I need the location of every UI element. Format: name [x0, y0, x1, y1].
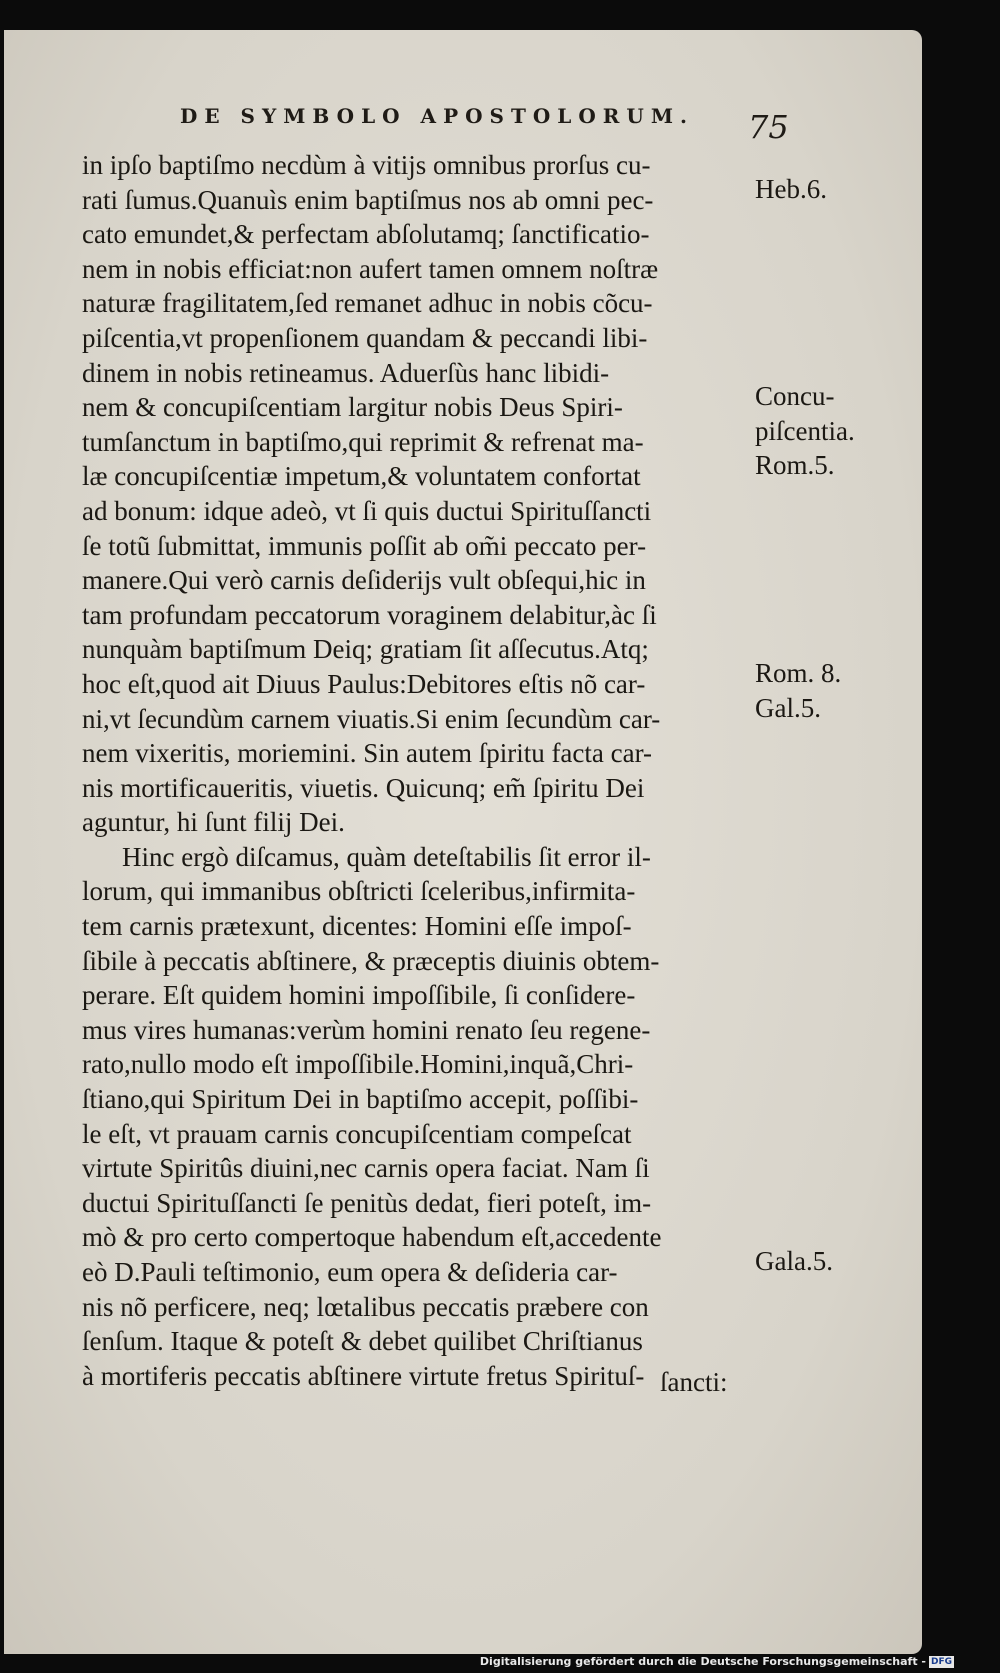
- marginal-note: Gal.5.: [755, 693, 821, 723]
- text-line: naturæ fragilitatem,ſed remanet adhuc in nobis cõcu-: [82, 288, 653, 319]
- credit-text: Digitalisierung gefördert durch die Deutsche Forschungsgemeinschaft -: [479, 1655, 926, 1668]
- text-line: ſe totũ ſubmittat, immunis poſſit ab om̃i peccato per-: [82, 530, 647, 561]
- text-line: dinem in nobis retineamus. Aduerſùs hanc libidi-: [82, 357, 610, 388]
- dfg-logo-icon: DFG: [930, 1656, 952, 1667]
- text-line: à mortiferis peccatis abſtinere virtute fretus Spirituſ-: [82, 1360, 645, 1391]
- text-line: manere.Qui verò carnis deſiderijs vult obſequi,hic in: [82, 565, 646, 596]
- marginal-note: piſcentia.: [755, 416, 855, 446]
- text-line: nem & concupiſcentiam largitur nobis Deus Spiri-: [82, 392, 623, 423]
- text-line: rato,nullo modo eſt impoſſibile.Homini,inquã,Chri-: [82, 1049, 634, 1080]
- text-line: tem carnis prætexunt, dicentes: Homini eſſe impoſ-: [82, 911, 632, 942]
- text-line: nem vixeritis, moriemini. Sin autem ſpiritu facta car-: [82, 738, 653, 769]
- text-line: læ concupiſcentiæ impetum,& voluntatem confortat: [82, 461, 641, 492]
- text-line: le eſt, vt prauam carnis concupiſcentiam compeſcat: [82, 1118, 632, 1149]
- text-line: tumſanctum in baptiſmo,qui reprimit & refrenat ma-: [82, 426, 644, 457]
- text-line: Hinc ergò diſcamus, quàm deteſtabilis ſit error il-: [122, 841, 651, 872]
- text-line: in ipſo baptiſmo necdùm à vitijs omnibus prorſus cu-: [82, 150, 651, 180]
- text-line: rati ſumus.Quanuìs enim baptiſmus nos ab omni pec-: [82, 184, 654, 215]
- digitization-credit: [480, 1655, 954, 1668]
- page-number: 75: [748, 108, 789, 146]
- marginal-note: Gala.5.: [755, 1246, 833, 1276]
- text-line: mus vires humanas:verùm homini renato ſeu regene-: [82, 1014, 651, 1045]
- marginal-note: Concu-: [755, 381, 835, 411]
- text-line: mò & pro certo compertoque habendum eſt,accedente: [82, 1222, 662, 1253]
- text-line: ni,vt ſecundùm carnem viuatis.Si enim ſecundùm car-: [82, 703, 661, 734]
- text-line: ſtiano,qui Spiritum Dei in baptiſmo accepit, poſſibi-: [82, 1084, 639, 1115]
- main-text-block: [82, 148, 742, 1393]
- text-line: perare. Eſt quidem homini impoſſibile, ſi conſidere-: [82, 980, 636, 1011]
- marginal-note: Heb.6.: [755, 174, 827, 204]
- text-line: ſenſum. Itaque & poteſt & debet quilibet Chriſtianus: [82, 1326, 643, 1357]
- marginal-note: Rom.5.: [755, 450, 835, 480]
- text-line: hoc eſt,quod ait Diuus Paulus:Debitores eſtis nõ car-: [82, 668, 646, 699]
- text-line: virtute Spiritûs diuini,nec carnis opera faciat. Nam ſi: [82, 1153, 650, 1184]
- text-line: cato emundet,& perfectam abſolutamq; ſanctificatio-: [82, 219, 650, 250]
- running-head: DE SYMBOLO APOSTOLORUM.: [180, 104, 694, 128]
- marginal-note: Rom. 8.: [755, 658, 842, 688]
- text-line: aguntur, hi ſunt filij Dei.: [82, 807, 345, 838]
- text-line: ductui Spirituſſancti ſe penitùs dedat, fieri poteſt, im-: [82, 1187, 652, 1218]
- text-line: nis mortificaueritis, viuetis. Quicunq; em̃ ſpiritu Dei: [82, 772, 645, 803]
- catchword: ſancti:: [660, 1367, 728, 1397]
- text-line: ſibile à peccatis abſtinere, & præceptis diuinis obtem-: [82, 945, 660, 976]
- text-line: piſcentia,vt propenſionem quandam & peccandi libi-: [82, 322, 648, 353]
- text-line: eò D.Pauli teſtimonio, eum opera & deſideria car-: [82, 1257, 618, 1287]
- text-line: nunquàm baptiſmum Deiq; gratiam ſit aſſecutus.Atq;: [82, 634, 649, 665]
- text-line: lorum, qui immanibus obſtricti ſceleribus,infirmita-: [82, 876, 636, 907]
- text-line: nem in nobis efficiat:non aufert tamen omnem noſtræ: [82, 253, 659, 284]
- text-line: ad bonum: idque adeò, vt ſi quis ductui Spirituſſancti: [82, 495, 652, 526]
- text-line: nis nõ perficere, neq; lœtalibus peccatis præbere con: [82, 1291, 649, 1322]
- text-line: tam profundam peccatorum voraginem delabitur,àc ſi: [82, 599, 657, 630]
